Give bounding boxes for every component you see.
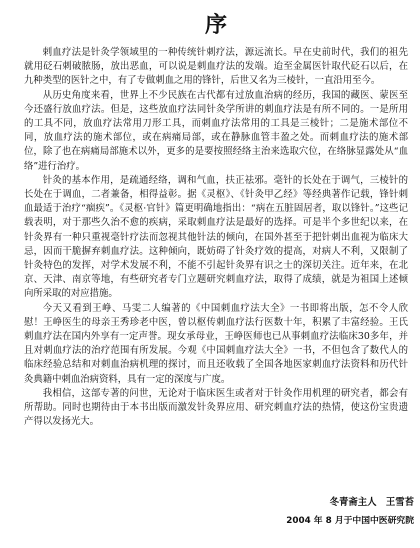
paragraph-1: 剌血疗法是针灸学领域里的一种传统针刺疗法，源远流长。早在史前时代，我们的祖先就用砭石刺破脓肠，放出恶血，可以说是刺血疗法的发端。迨至金属医针取代砭石以后，在九种类型的医针之中，有了专做刺血之用的锋针，后世又名为三棱针，一直沿用至今。 [24, 47, 408, 87]
signature-date: 2004 年 8 月于中国中医研究院 [286, 516, 414, 526]
paragraph-5: 我相信，这部专著的问世，无论对于临床医生或者对于针灸作用机理的研究者，都会有所帮助。同时也期待由于本书出版而激发针灸界应用、研究刺血疗法的热情，使这份宝贵遗产得以发扬光大。 [24, 387, 408, 428]
page-title: 序 [204, 13, 227, 38]
paragraph-4: 今天又看到王峥、马雯二人编著的《中国刺血疗法大全》一书即将出版，怎不令人欣慰！王峥医生的母亲王秀珍老中医，曾以枢传刺血疗法行医数十年，积累了丰富经验。王氏刺血疗法在国内外享有一定声誉。现女承母业，王峥医师也已从事刺血疗法临床30多年，并且对刺血疗法的治疗范围有所发展。今观《中国刺血疗法大全》一书，不但包含了数代人的临床经验总结和对刺血治病机理的探讨，而且还收载了全国各地医家刺血疗法资料和历代针灸典籍中刺血治病资料，具有一定的深度与广度。 [24, 302, 408, 385]
preface-body [24, 46, 408, 429]
paragraph-3: 针灸的基本作用，是疏通经络，调和气血，扶正祛邪。毫针的长处在于调气，三棱针的长处在于调血，二者兼备，相得益彰。据《灵枢》、《针灸甲乙经》等经典著作记载，锋针刺血最适于治疗“痼疾”。《灵枢·官针》篇更明确地指出：“病在五脏固居者，取以锋针。”这些记载表明，对于那些久治不愈的疾病，采取刺血疗法是最好的选择。可是半个多世纪以来，在针灸界有一种只重视毫针疗法而忽视其他针法的倾向，在国外甚至于把针刺出血视为临床大忌，因而干脆摒弃刺血疗法。这种倾向，既妨碍了针灸疗效的提高，对病人不利，又限制了针灸特色的发挥，对学术发展不利，不能不引起针灸界有识之士的深切关注。近年来，在北京、天津、南京等地，有些研究者专门立题研究刺血疗法，取得了成绩，就是为祖国上述倾向所采取的对应措施。 [24, 174, 408, 300]
paragraph-2: 从历史角度来看，世界上不少民族在古代都有过放血治病的经历，我国的藏医、蒙医至今还盛行放血疗法。但是，这些放血疗法同针灸学所讲的刺血疗法是有所不同的。一是所用的工具不同，放血疗法常用刀形工具，而刺血疗法常用的工具是三棱针；二是施术部位不同，放血疗法的施术部位，或在病痛局部，或在静脉血管丰盈之处。而刺血疗法的施术部位，除了也在病痛局部施术以外，更多的是要按照经络主治来选取穴位，在络脉显露处从“血络”进行治疗。 [24, 89, 408, 172]
author-signature: 冬青斋主人 王雪苔 [329, 497, 414, 508]
preface-page [24, 12, 408, 540]
